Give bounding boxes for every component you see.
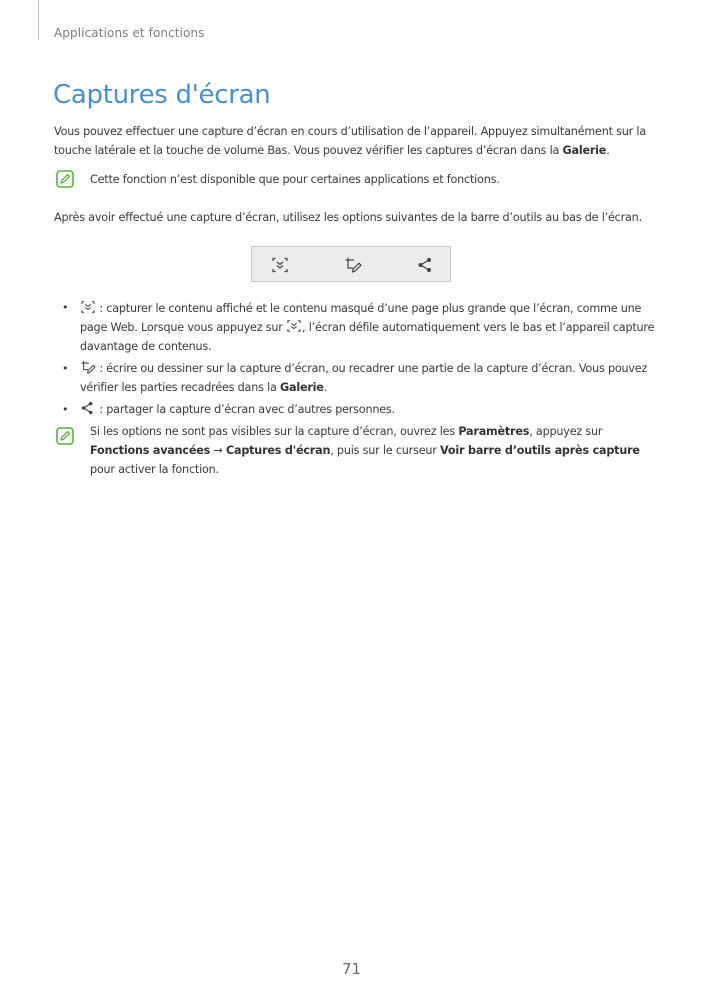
intro-paragraph [54, 123, 654, 161]
share-icon [80, 401, 96, 415]
bullet-dot: • [62, 362, 69, 375]
share-icon [416, 256, 434, 274]
note2-screenshots: Captures d'écran [225, 443, 331, 457]
header-rule [38, 0, 39, 40]
bullet-scroll-text-a: : capturer le contenu affiché et le contenu masqué d’une page plus grande que l’écran, comme une page Web. Lorsque vous appuyez sur [80, 302, 642, 334]
bullet-scroll-text-b: , l’écran défile automatiquement vers le bas et l’appareil capture davantage de contenus. [80, 320, 655, 353]
toolbar-intro: Après avoir effectué une capture d’écran, utilisez les options suivantes de la barre d’outils au bas de l’écran. [54, 211, 642, 224]
bullet-scroll-capture [80, 300, 655, 356]
note-text-2 [90, 423, 655, 479]
bullet-share-text: : partager la capture d’écran avec d’autres personnes. [96, 403, 395, 416]
note-pencil-icon [56, 170, 74, 188]
intro-text: Vous pouvez effectuer une capture d’écran en cours d’utilisation de l’appareil. Appuyez simultanément sur la touche latérale et la touche de volume Bas. Vous pouvez vérifier les captures d’écran dans la [54, 125, 646, 157]
intro-gallery-link: Galerie [562, 143, 607, 157]
note2-text-2: , appuyez sur [529, 425, 603, 438]
note2-toolbar-switch: Voir barre d’outils après capture [440, 443, 640, 457]
edit-capture-icon [344, 256, 362, 274]
capture-toolbar [251, 246, 451, 282]
scroll-capture-icon [286, 319, 302, 333]
page-number: 71 [341, 960, 362, 978]
note2-text-4: pour activer la fonction. [90, 462, 219, 476]
bullet-dot: • [62, 301, 69, 314]
bullet-dot: • [62, 403, 69, 416]
note2-advanced-features: Fonctions avancées [90, 443, 211, 457]
note2-text-3: , puis sur le curseur [330, 443, 441, 457]
note-text-1: Cette fonction n’est disponible que pour certaines applications et fonctions. [90, 173, 500, 186]
bullet-edit-gallery: Galerie [280, 380, 324, 394]
note2-settings: Paramètres [458, 425, 530, 438]
edit-capture-icon [80, 360, 96, 374]
bullet-edit-capture [80, 360, 655, 398]
note2-arrow: → [210, 443, 226, 457]
intro-end: . [606, 143, 610, 157]
page-title: Captures d'écran [53, 80, 271, 110]
bullet-share [80, 401, 655, 420]
scroll-capture-icon [271, 256, 289, 274]
bullet-edit-end: . [323, 380, 328, 394]
section-header: Applications et fonctions [54, 26, 205, 40]
note-pencil-icon [56, 427, 74, 445]
scroll-capture-icon [80, 300, 96, 314]
bullet-edit-text-a: : écrire ou dessiner sur la capture d’écran, ou recadrer une partie de la capture d’écran. Vous pouvez vérifier les parties recadrées dans la [80, 362, 648, 394]
note2-text-1: Si les options ne sont pas visibles sur la capture d’écran, ouvrez les [90, 425, 459, 438]
